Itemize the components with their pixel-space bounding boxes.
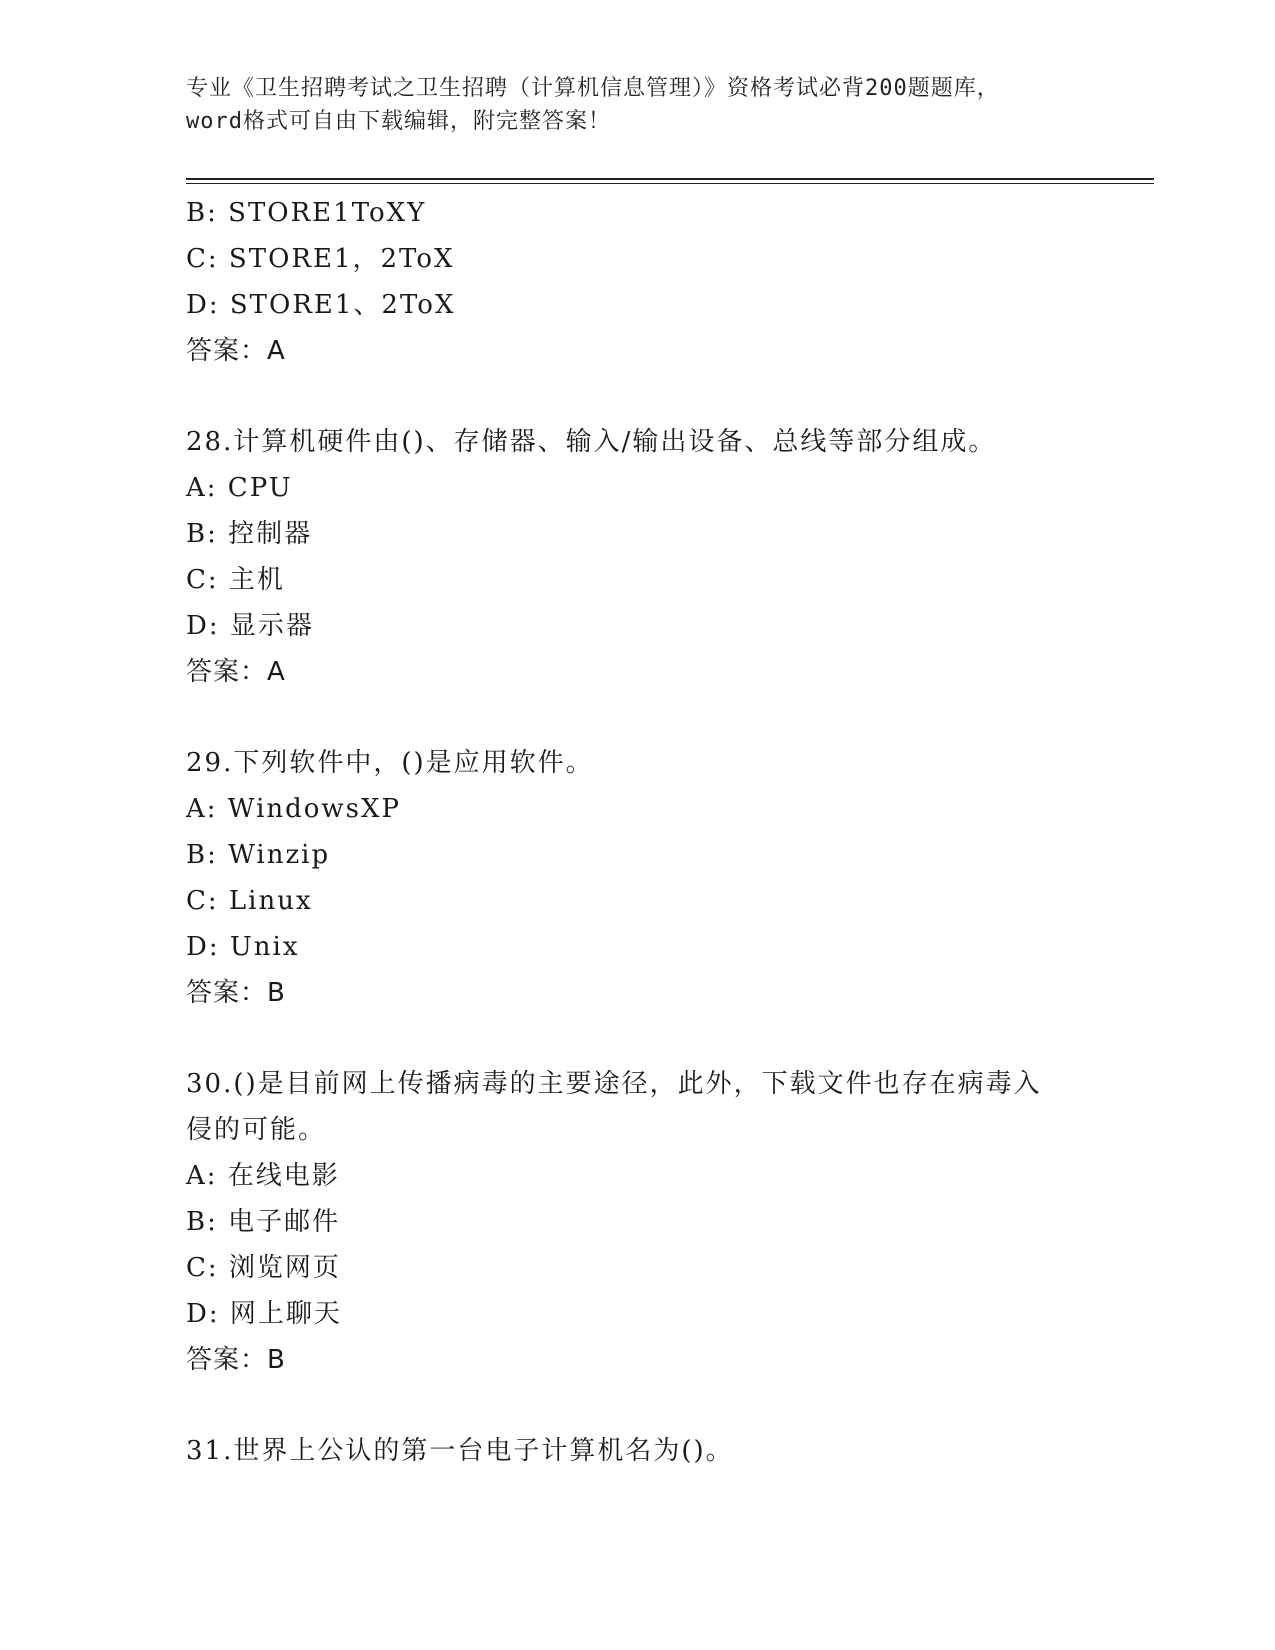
option-b: B: 电子邮件 <box>186 1207 341 1237</box>
header-rule-thin <box>186 183 1154 184</box>
option-a: A: 在线电影 <box>186 1161 340 1191</box>
header-line-1: 专业《卫生招聘考试之卫生招聘（计算机信息管理）》资格考试必背200题题库， <box>186 76 1000 101</box>
option-d: D: STORE1、2ToX <box>186 290 456 320</box>
option-b: B: STORE1ToXY <box>186 198 427 228</box>
question-text-line-1: 30.()是目前网上传播病毒的主要途径，此外，下载文件也存在病毒入 <box>186 1069 1042 1099</box>
question-text: 31.世界上公认的第一台电子计算机名为()。 <box>186 1436 734 1466</box>
question-27-tail <box>186 190 1086 374</box>
option-b: B: Winzip <box>186 840 331 870</box>
question-31 <box>186 1428 1086 1474</box>
header-rule-thick <box>186 178 1154 180</box>
option-b: B: 控制器 <box>186 519 313 549</box>
answer: 答案：A <box>186 336 286 366</box>
option-d: D: 网上聊天 <box>186 1299 342 1329</box>
option-c: C: STORE1，2ToX <box>186 244 455 274</box>
option-c: C: 主机 <box>186 565 285 595</box>
question-30 <box>186 1061 1086 1383</box>
header-line-2: word格式可自由下载编辑，附完整答案！ <box>186 109 611 134</box>
answer: 答案：B <box>186 1345 286 1375</box>
option-a: A: CPU <box>186 473 293 503</box>
option-c: C: 浏览网页 <box>186 1253 341 1283</box>
option-d: D: 显示器 <box>186 611 314 641</box>
question-text-line-2: 侵的可能。 <box>186 1115 327 1145</box>
option-d: D: Unix <box>186 932 300 962</box>
question-28 <box>186 419 1086 695</box>
question-text: 29.下列软件中，()是应用软件。 <box>186 748 594 778</box>
answer: 答案：A <box>186 657 286 687</box>
question-text: 28.计算机硬件由()、存储器、输入/输出设备、总线等部分组成。 <box>186 427 997 457</box>
question-list <box>186 190 1086 1474</box>
option-c: C: Linux <box>186 886 313 916</box>
answer: 答案：B <box>186 978 286 1008</box>
option-a: A: WindowsXP <box>186 794 402 824</box>
question-29 <box>186 740 1086 1016</box>
document-header <box>186 72 1086 138</box>
